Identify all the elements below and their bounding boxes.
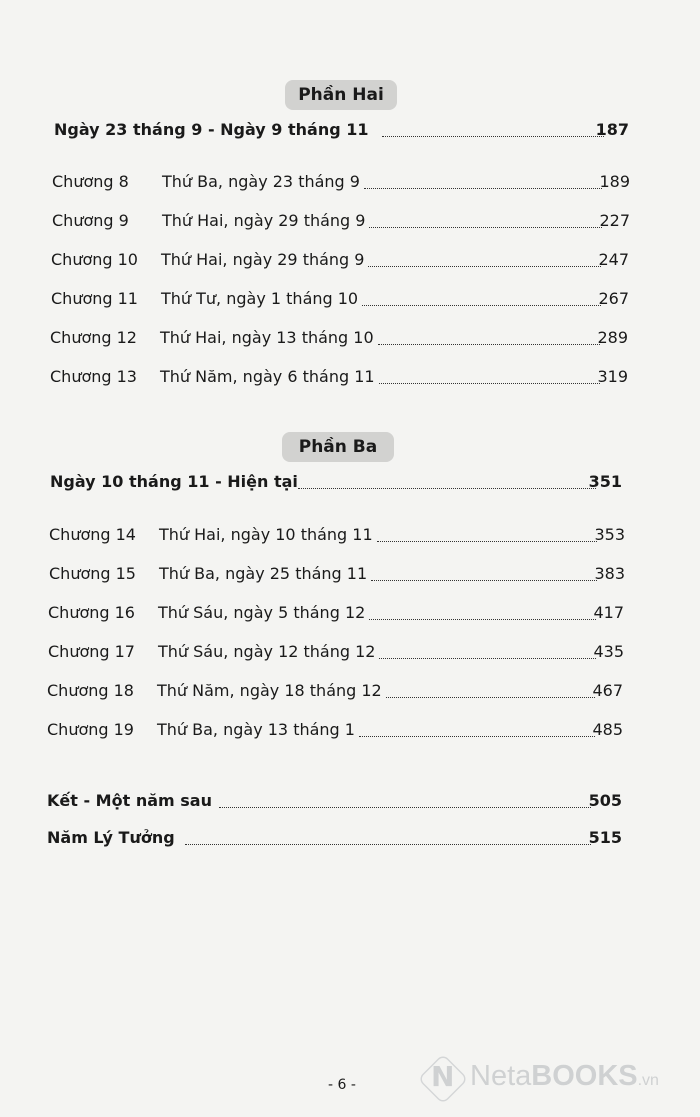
- toc-entry-title: Năm Lý Tưởng: [47, 828, 175, 847]
- chapter-title: Thứ Sáu, ngày 5 tháng 12: [158, 603, 366, 622]
- watermark-n-icon: N: [431, 1060, 455, 1093]
- chapter-entry: [48, 603, 648, 627]
- part-two-badge: Phần Hai: [285, 80, 397, 110]
- page-number: - 6 -: [328, 1077, 356, 1093]
- chapter-page: 485: [592, 720, 623, 739]
- chapter-number: Chương 17: [48, 642, 135, 661]
- toc-entry-title: Ngày 10 tháng 11 - Hiện tại: [50, 472, 298, 491]
- part-three-header: [50, 472, 630, 496]
- chapter-page: 227: [599, 211, 630, 230]
- chapter-title: Thứ Hai, ngày 13 tháng 10: [160, 328, 374, 347]
- chapter-number: Chương 14: [49, 525, 136, 544]
- chapter-page: 435: [593, 642, 624, 661]
- toc-entry-page: 515: [588, 828, 622, 847]
- chapter-page: 383: [594, 564, 625, 583]
- chapter-number: Chương 18: [47, 681, 134, 700]
- chapter-page: 319: [597, 367, 628, 386]
- chapter-number: Chương 15: [49, 564, 136, 583]
- chapter-page: 267: [598, 289, 629, 308]
- dot-leader: [369, 227, 602, 228]
- chapter-entry: [49, 564, 649, 588]
- chapter-title: Thứ Năm, ngày 18 tháng 12: [157, 681, 382, 700]
- toc-entry-page: 351: [588, 472, 622, 491]
- chapter-page: 417: [593, 603, 624, 622]
- dot-leader: [378, 344, 600, 345]
- chapter-page: 467: [592, 681, 623, 700]
- part-two-header: [54, 120, 634, 144]
- dot-leader: [386, 697, 595, 698]
- toc-entry-page: 187: [595, 120, 629, 139]
- watermark-brand: NetaBOOKS.vn: [470, 1060, 659, 1092]
- chapter-page: 353: [594, 525, 625, 544]
- chapter-title: Thứ Sáu, ngày 12 tháng 12: [158, 642, 376, 661]
- chapter-title: Thứ Năm, ngày 6 tháng 11: [160, 367, 375, 386]
- chapter-title: Thứ Hai, ngày 29 tháng 9: [162, 211, 366, 230]
- chapter-number: Chương 19: [47, 720, 134, 739]
- dot-leader: [371, 580, 597, 581]
- dot-leader: [298, 488, 596, 489]
- chapter-entry: [51, 250, 651, 274]
- dot-leader: [185, 844, 591, 845]
- dot-leader: [368, 266, 601, 267]
- chapter-number: Chương 9: [52, 211, 129, 230]
- part-three-badge: Phần Ba: [282, 432, 394, 462]
- toc-entry-page: 505: [588, 791, 622, 810]
- chapter-title: Thứ Hai, ngày 29 tháng 9: [161, 250, 365, 269]
- watermark: [418, 1052, 698, 1106]
- chapter-entry: [47, 681, 647, 705]
- chapter-entry: [50, 367, 650, 391]
- dot-leader: [379, 658, 596, 659]
- chapter-number: Chương 16: [48, 603, 135, 622]
- toc-entry-title: Kết - Một năm sau: [47, 791, 212, 810]
- chapter-page: 289: [597, 328, 628, 347]
- chapter-title: Thứ Ba, ngày 13 tháng 1: [157, 720, 355, 739]
- toc-entry-title: Ngày 23 tháng 9 - Ngày 9 tháng 11: [54, 120, 369, 139]
- ending-entry-2: [47, 828, 627, 852]
- chapter-title: Thứ Ba, ngày 25 tháng 11: [159, 564, 368, 583]
- dot-leader: [379, 383, 600, 384]
- chapter-entry: [47, 720, 647, 744]
- chapter-page: 189: [599, 172, 630, 191]
- dot-leader: [362, 305, 601, 306]
- chapter-entry: [49, 525, 649, 549]
- chapter-number: Chương 12: [50, 328, 137, 347]
- dot-leader: [219, 807, 591, 808]
- chapter-entry: [50, 328, 650, 352]
- dot-leader: [364, 188, 602, 189]
- dot-leader: [382, 136, 604, 137]
- dot-leader: [369, 619, 596, 620]
- chapter-entry: [51, 289, 651, 313]
- ending-entry-1: [47, 791, 627, 815]
- chapter-entry: [52, 172, 652, 196]
- chapter-page: 247: [598, 250, 629, 269]
- dot-leader: [359, 736, 595, 737]
- chapter-number: Chương 13: [50, 367, 137, 386]
- chapter-title: Thứ Tư, ngày 1 tháng 10: [161, 289, 359, 308]
- dot-leader: [377, 541, 597, 542]
- chapter-number: Chương 11: [51, 289, 138, 308]
- chapter-title: Thứ Hai, ngày 10 tháng 11: [159, 525, 373, 544]
- chapter-entry: [48, 642, 648, 666]
- chapter-title: Thứ Ba, ngày 23 tháng 9: [162, 172, 360, 191]
- chapter-entry: [52, 211, 652, 235]
- chapter-number: Chương 10: [51, 250, 138, 269]
- chapter-number: Chương 8: [52, 172, 129, 191]
